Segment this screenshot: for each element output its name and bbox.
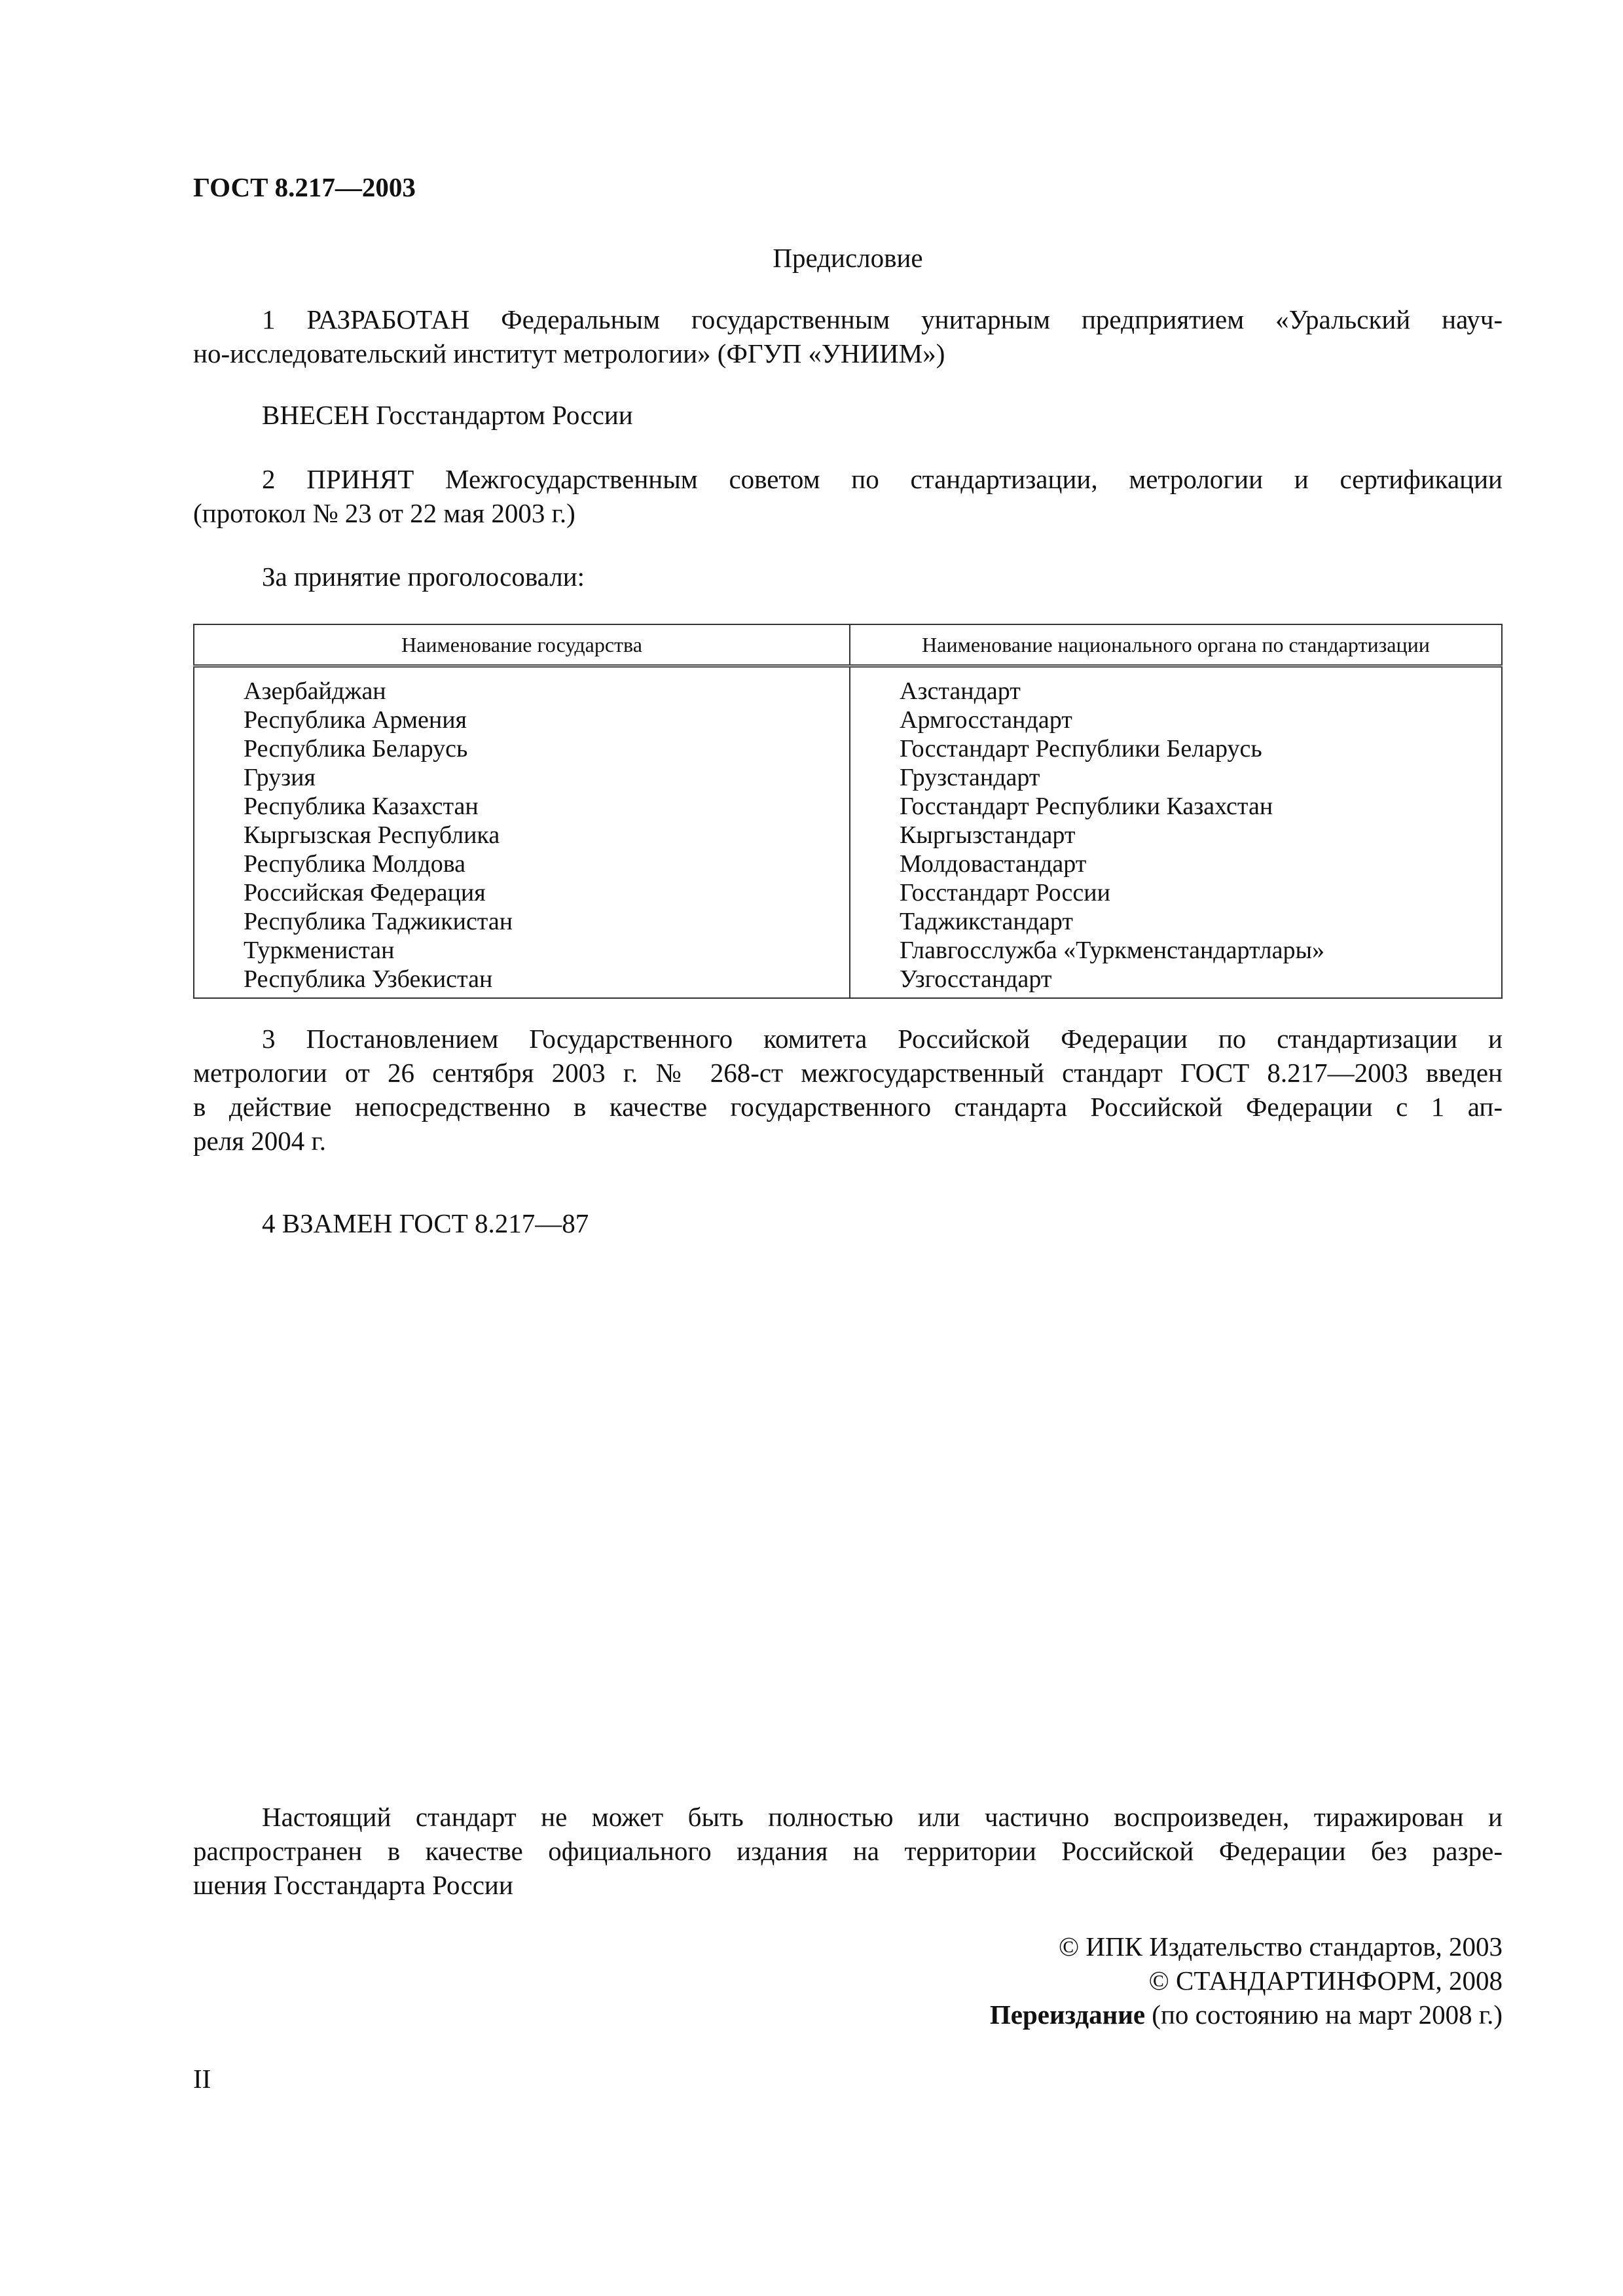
page-title: Предисловие <box>773 243 923 273</box>
state-item: Грузия <box>244 764 316 791</box>
notice-line-2: распространен в качестве официального издания на территории Российской Федерации без разре- <box>193 1836 1503 1866</box>
section-3-line-1: 3 Постановлением Государственного комитета Российской Федерации по стандартизации и <box>262 1024 1503 1054</box>
reissue-line <box>786 1998 1503 2032</box>
standards-body-item: Госстандарт Республики Казахстан <box>900 793 1273 820</box>
state-item: Республика Беларусь <box>244 735 468 762</box>
table-header-row <box>194 624 1502 666</box>
standards-body-item: Кыргызстандарт <box>900 821 1076 849</box>
state-item: Республика Молдова <box>244 850 466 878</box>
state-item: Кыргызская Республика <box>244 821 500 849</box>
page-number: II <box>193 2064 211 2094</box>
reissue-note: (по состоянию на март 2008 г.) <box>1145 2000 1503 2030</box>
state-item: Российская Федерация <box>244 879 486 906</box>
notice-line-1: Настоящий стандарт не может быть полностью или частично воспроизведен, тиражирован и <box>262 1802 1503 1832</box>
state-item: Республика Узбекистан <box>244 965 493 993</box>
state-item: Республика Таджикистан <box>244 908 513 935</box>
states-list <box>194 666 850 999</box>
standards-body-item: Госстандарт России <box>900 879 1110 906</box>
standards-body-item: Армгосстандарт <box>900 706 1072 734</box>
section-3-line-4: реля 2004 г. <box>193 1126 326 1156</box>
state-item: Туркменистан <box>244 937 395 964</box>
state-item: Республика Армения <box>244 706 467 734</box>
standards-body-item: Таджикстандарт <box>900 908 1074 935</box>
section-2-line-2: (протокол № 23 от 22 мая 2003 г.) <box>193 498 575 528</box>
section-3-line-2: метрологии от 26 сентября 2003 г. № 268-ст межгосударственный стандарт ГОСТ 8.217—2003 введен <box>193 1058 1503 1088</box>
section-3-line-3: в действие непосредственно в качестве государственного стандарта Российской Федерации с 1 ап- <box>193 1092 1503 1122</box>
bodies-list <box>850 666 1502 999</box>
notice-line-3: шения Госстандарта России <box>193 1870 513 1900</box>
standards-body-item: Госстандарт Республики Беларусь <box>900 735 1262 762</box>
section-4-replaces: 4 ВЗАМЕН ГОСТ 8.217—87 <box>262 1208 589 1238</box>
standards-body-item: Узгосстандарт <box>900 965 1052 993</box>
state-item: Республика Казахстан <box>244 793 479 820</box>
standards-body-item: Азстандарт <box>900 677 1021 705</box>
voting-table <box>193 624 1503 999</box>
column-header-standards-body: Наименование национального органа по стандартизации <box>850 624 1502 666</box>
state-item: Азербайджан <box>244 677 386 705</box>
standards-body-item: Главгосслужба «Туркменстандартлары» <box>900 937 1325 964</box>
reissue-label: Переиздание <box>989 2000 1146 2030</box>
voted-for-label: За принятие проголосовали: <box>262 562 585 592</box>
section-1-line-1: 1 РАЗРАБОТАН Федеральным государственным унитарным предприятием «Уральский науч- <box>262 304 1503 334</box>
introduced-by: ВНЕСЕН Госстандартом России <box>262 400 633 430</box>
copyright-line-1: © ИПК Издательство стандартов, 2003 <box>1058 1931 1503 1962</box>
column-header-state: Наименование государства <box>194 624 850 666</box>
table-row <box>194 666 1502 999</box>
standards-body-item: Грузстандарт <box>900 764 1040 791</box>
section-2-line-1: 2 ПРИНЯТ Межгосударственным советом по стандартизации, метрологии и сертификации <box>262 464 1503 494</box>
document-number-header: ГОСТ 8.217—2003 <box>193 172 416 202</box>
section-1-line-2: но-исследовательский институт метрологии» (ФГУП «УНИИМ») <box>193 338 945 368</box>
standards-body-item: Молдовастандарт <box>900 850 1087 878</box>
copyright-line-2: © СТАНДАРТИНФОРМ, 2008 <box>1148 1965 1503 1996</box>
